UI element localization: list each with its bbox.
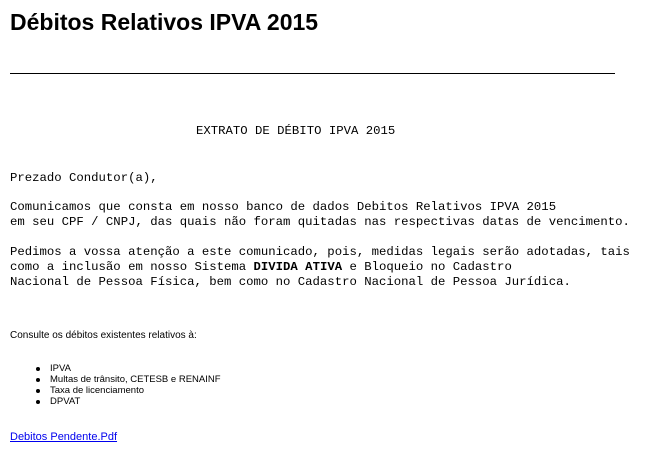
paragraph-2-line-1: Pedimos a vossa atenção a este comunicado, pois, medidas legais serão adotadas, tais — [10, 245, 630, 259]
notice-paragraph-2 — [10, 245, 630, 290]
list-item: Multas de trânsito, CETESB e RENAINF — [10, 374, 221, 385]
notice-heading: EXTRATO DE DÉBITO IPVA 2015 — [196, 124, 396, 138]
list-item: Taxa de licenciamento — [10, 385, 221, 396]
divida-ativa-emphasis: DIVIDA ATIVA — [253, 260, 343, 274]
paragraph-2-line-2-start: como a inclusão em nosso Sistema — [10, 260, 254, 274]
download-pdf-link[interactable]: Debitos Pendente.Pdf — [10, 431, 118, 443]
notice-greeting: Prezado Condutor(a), — [10, 171, 158, 185]
paragraph-2-line-2-end: e Bloqueio no Cadastro — [342, 260, 512, 274]
paragraph-1-line-1: Comunicamos que consta em nosso banco de dados Debitos Relativos IPVA 2015 — [10, 200, 557, 214]
list-item: IPVA — [10, 363, 221, 374]
consult-label: Consulte os débitos existentes relativos à: — [10, 330, 197, 341]
notice-paragraph-1 — [10, 200, 630, 230]
paragraph-1-line-2: em seu CPF / CNPJ, das quais não foram quitadas nas respectivas datas de vencimento. — [10, 215, 630, 229]
paragraph-2-line-3: Nacional de Pessoa Física, bem como no Cadastro Nacional de Pessoa Jurídica. — [10, 275, 571, 289]
list-item: DPVAT — [10, 396, 221, 407]
horizontal-divider — [10, 73, 615, 74]
debt-types-list — [10, 363, 221, 407]
page-title: Débitos Relativos IPVA 2015 — [10, 9, 319, 35]
